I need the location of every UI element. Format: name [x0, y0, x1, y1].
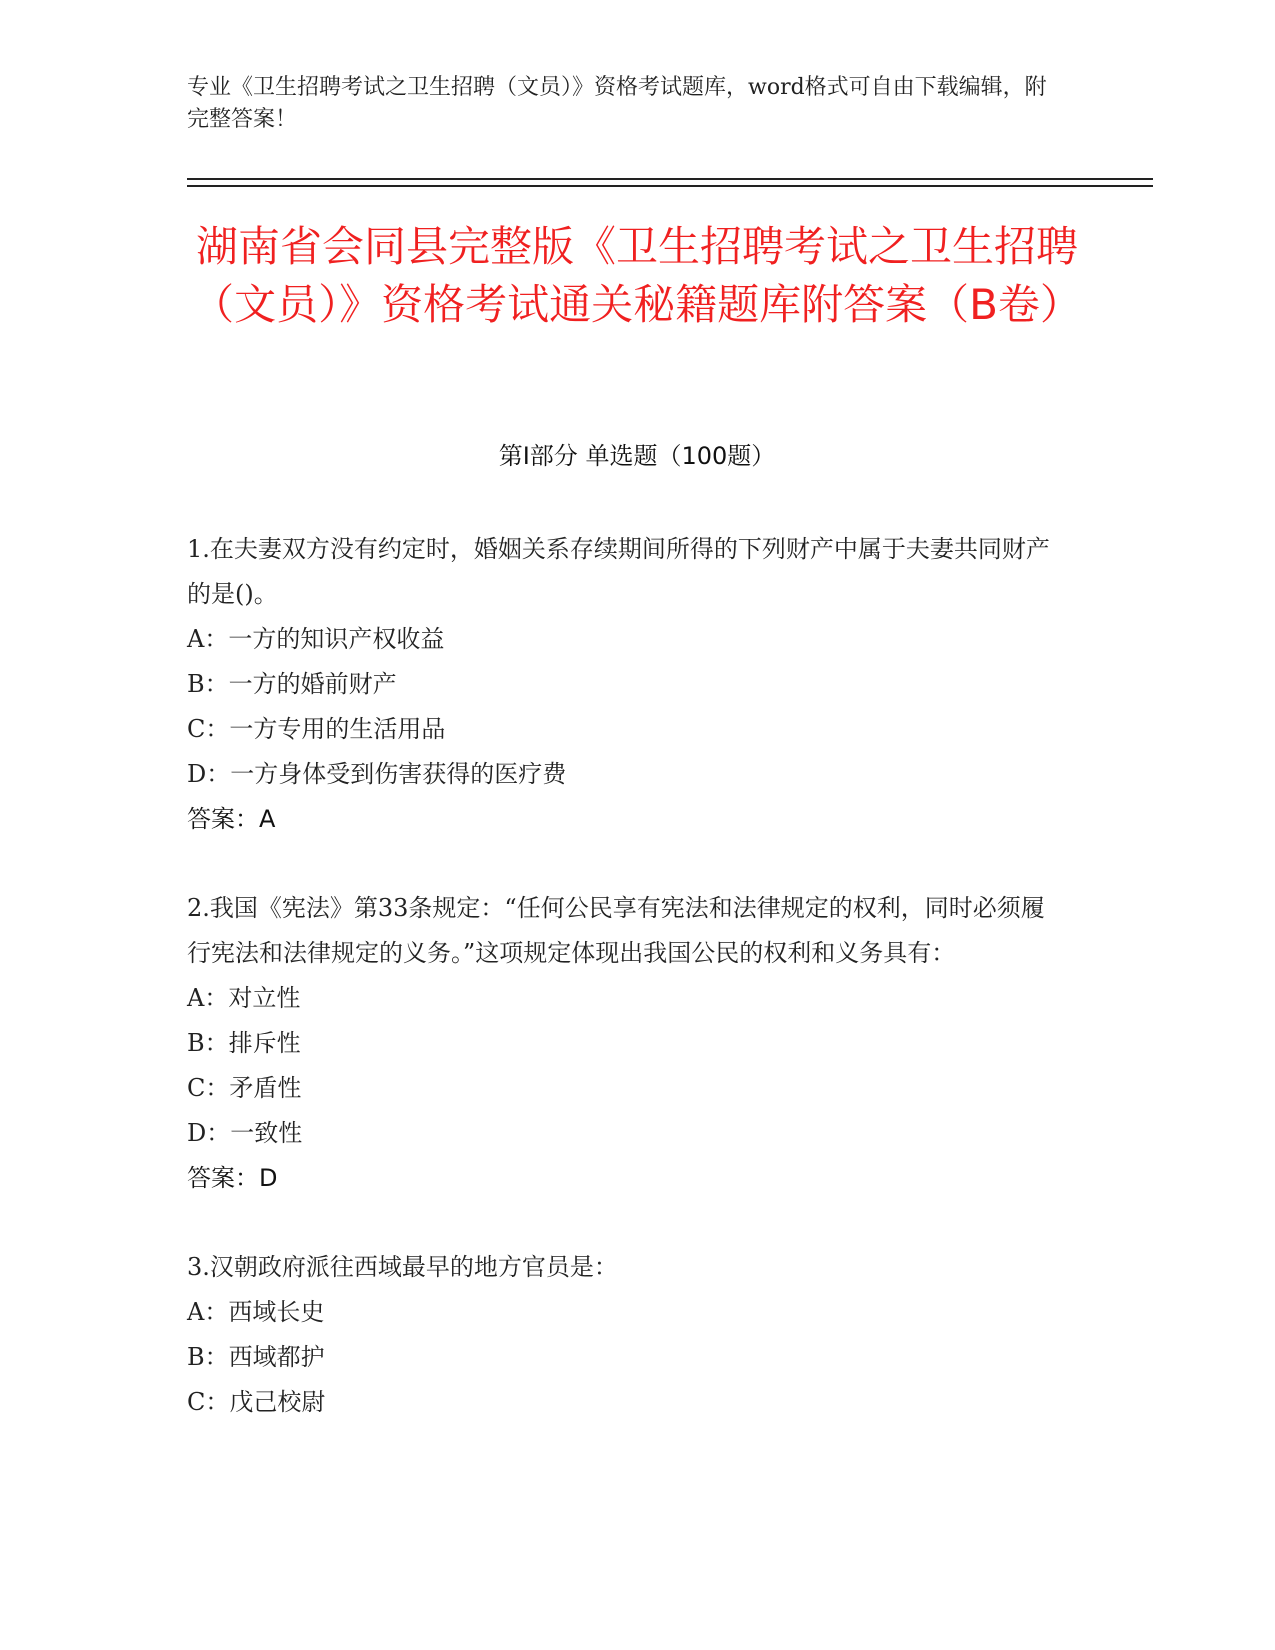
document-title: 湖南省会同县完整版《卫生招聘考试之卫生招聘（文员）》资格考试通关秘籍题库附答案（B卷）	[192, 222, 1082, 329]
question-3	[187, 1245, 1067, 1425]
section-title: 第I部分 单选题（100题）	[498, 442, 776, 470]
option-c: C：一方专用的生活用品	[187, 715, 446, 743]
option-d: D：一致性	[187, 1119, 303, 1147]
answer-line: 答案：D	[187, 1164, 278, 1192]
question-1	[187, 527, 1067, 842]
answer-line: 答案：A	[187, 805, 276, 833]
option-a: A：一方的知识产权收益	[187, 625, 445, 653]
header-rule-bottom	[187, 185, 1153, 187]
question-2	[187, 886, 1067, 1201]
question-stem: 2.我国《宪法》第33条规定：“任何公民享有宪法和法律规定的权利，同时必须履行宪法和法律规定的义务。”这项规定体现出我国公民的权利和义务具有：	[187, 894, 1045, 967]
option-b: B：西域都护	[187, 1343, 325, 1371]
option-b: B：排斥性	[187, 1029, 301, 1057]
option-c: C：矛盾性	[187, 1074, 302, 1102]
option-a: A：西域长史	[187, 1298, 325, 1326]
option-a: A：对立性	[187, 984, 301, 1012]
header-note: 专业《卫生招聘考试之卫生招聘（文员）》资格考试题库，word格式可自由下载编辑，附完整答案！	[187, 75, 1047, 132]
question-list	[187, 527, 1067, 1469]
question-stem: 3.汉朝政府派往西域最早的地方官员是：	[187, 1253, 618, 1281]
header-rule-top	[187, 178, 1153, 180]
option-d: D：一方身体受到伤害获得的医疗费	[187, 760, 567, 788]
option-b: B：一方的婚前财产	[187, 670, 397, 698]
option-c: C：戊己校尉	[187, 1388, 326, 1416]
question-stem: 1.在夫妻双方没有约定时，婚姻关系存续期间所得的下列财产中属于夫妻共同财产的是()。	[187, 535, 1050, 608]
